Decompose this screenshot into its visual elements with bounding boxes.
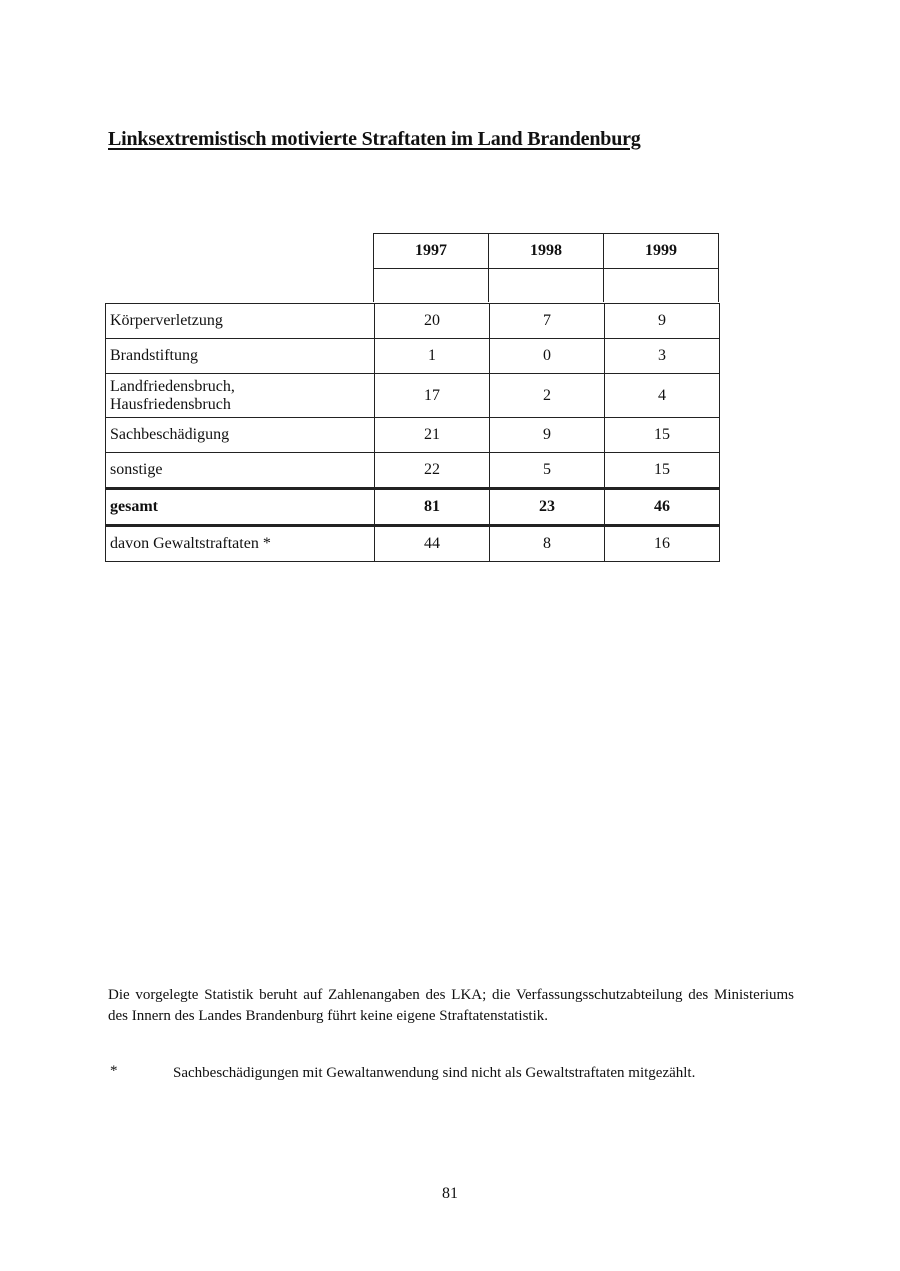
year-header-1999: 1999 bbox=[604, 234, 719, 269]
value-1997: 21 bbox=[375, 418, 490, 453]
value-1998: 8 bbox=[490, 526, 605, 562]
value-1999: 16 bbox=[605, 526, 720, 562]
year-header-1997: 1997 bbox=[374, 234, 489, 269]
offense-data-table bbox=[105, 303, 720, 562]
value-1998: 2 bbox=[490, 374, 605, 418]
row-label: sonstige bbox=[106, 453, 375, 489]
value-1997: 44 bbox=[375, 526, 490, 562]
spacer-cell bbox=[604, 269, 719, 303]
value-1999: 15 bbox=[605, 453, 720, 489]
page-title: Linksextremistisch motivierte Straftaten im Land Brandenburg bbox=[108, 128, 641, 150]
value-1998: 23 bbox=[490, 489, 605, 526]
table-row-koerperverletzung bbox=[106, 304, 720, 339]
value-1998: 7 bbox=[490, 304, 605, 339]
table-row-gewaltstraftaten bbox=[106, 526, 720, 562]
footnote-text: Sachbeschädigungen mit Gewaltanwendung sind nicht als Gewaltstraftaten mitgezählt. bbox=[173, 1065, 696, 1081]
spacer-cell bbox=[374, 269, 489, 303]
table-row-gesamt bbox=[106, 489, 720, 526]
table-row-brandstiftung bbox=[106, 339, 720, 374]
year-header-table bbox=[373, 233, 719, 302]
row-label: Brandstiftung bbox=[106, 339, 375, 374]
value-1999: 15 bbox=[605, 418, 720, 453]
year-header-1998: 1998 bbox=[489, 234, 604, 269]
value-1998: 0 bbox=[490, 339, 605, 374]
value-1999: 4 bbox=[605, 374, 720, 418]
value-1997: 1 bbox=[375, 339, 490, 374]
value-1999: 9 bbox=[605, 304, 720, 339]
header-spacer-row bbox=[374, 269, 719, 303]
row-label: davon Gewaltstraftaten * bbox=[106, 526, 375, 562]
row-label: gesamt bbox=[106, 489, 375, 526]
value-1998: 5 bbox=[490, 453, 605, 489]
year-header-row bbox=[374, 234, 719, 269]
footnote-marker: * bbox=[110, 1063, 118, 1079]
page-number: 81 bbox=[442, 1185, 458, 1202]
row-label: Sachbeschädigung bbox=[106, 418, 375, 453]
table-row-sachbeschaedigung bbox=[106, 418, 720, 453]
value-1997: 17 bbox=[375, 374, 490, 418]
source-note: Die vorgelegte Statistik beruht auf Zahlenangaben des LKA; die Verfassungsschutzabteilung des Ministeriums des Innern des Landes Brandenburg führt keine eigene Straftatenstatistik. bbox=[108, 987, 794, 1024]
table-row-landfriedensbruch bbox=[106, 374, 720, 418]
value-1999: 3 bbox=[605, 339, 720, 374]
row-label: Körperverletzung bbox=[106, 304, 375, 339]
value-1997: 81 bbox=[375, 489, 490, 526]
row-label: Landfriedensbruch, Hausfriedensbruch bbox=[106, 374, 375, 418]
value-1997: 20 bbox=[375, 304, 490, 339]
table-row-sonstige bbox=[106, 453, 720, 489]
value-1998: 9 bbox=[490, 418, 605, 453]
spacer-cell bbox=[489, 269, 604, 303]
value-1997: 22 bbox=[375, 453, 490, 489]
value-1999: 46 bbox=[605, 489, 720, 526]
